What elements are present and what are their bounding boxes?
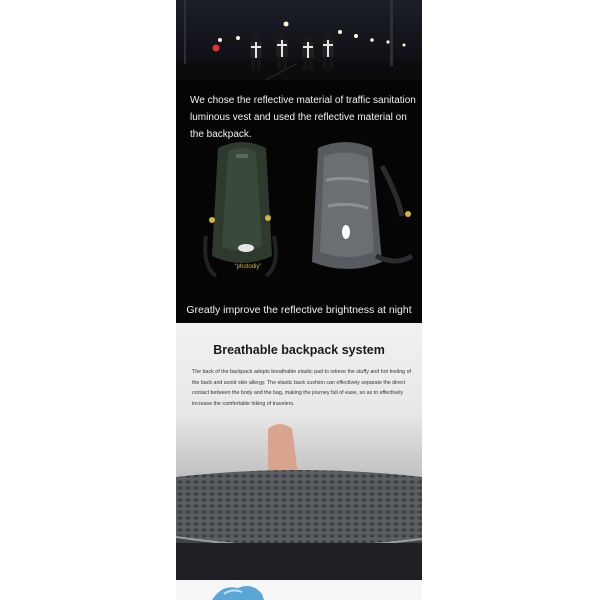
reflective-description: We chose the reflective material of traffic sanitation luminous vest and used the reflective material on the backpack. xyxy=(190,95,416,140)
reflective-patch-front xyxy=(238,244,254,252)
reflective-caption: Greatly improve the reflective brightness at night xyxy=(186,304,412,316)
reflective-patch-back xyxy=(342,225,350,239)
night-street-photo xyxy=(176,0,422,80)
product-image-strip xyxy=(176,0,422,600)
reflective-section xyxy=(176,0,422,323)
reflective-backpacks-illustration xyxy=(176,136,422,296)
brand-logo-text: “photodiy” xyxy=(234,264,262,270)
breathable-section xyxy=(176,323,422,580)
breathable-title: Breathable backpack system xyxy=(213,343,385,357)
breathable-mesh-illustration xyxy=(176,419,422,580)
backpack-back xyxy=(312,142,412,269)
breathable-description: The back of the backpack adopts breathable elastic pad to relieve the stuffy and hot feeling of the back and avoid skin allergy. The elastic back cushion can effectively separate the direct contact between the body and the bag, making the journey full of ease, so as to effectively increase the comfortable hiking of travelers. xyxy=(192,369,411,407)
next-product-image xyxy=(176,580,422,600)
breathable-mesh-pad xyxy=(176,470,422,547)
next-section-preview xyxy=(176,580,422,600)
backpack-front xyxy=(205,142,276,276)
night-street-scene xyxy=(176,0,422,80)
